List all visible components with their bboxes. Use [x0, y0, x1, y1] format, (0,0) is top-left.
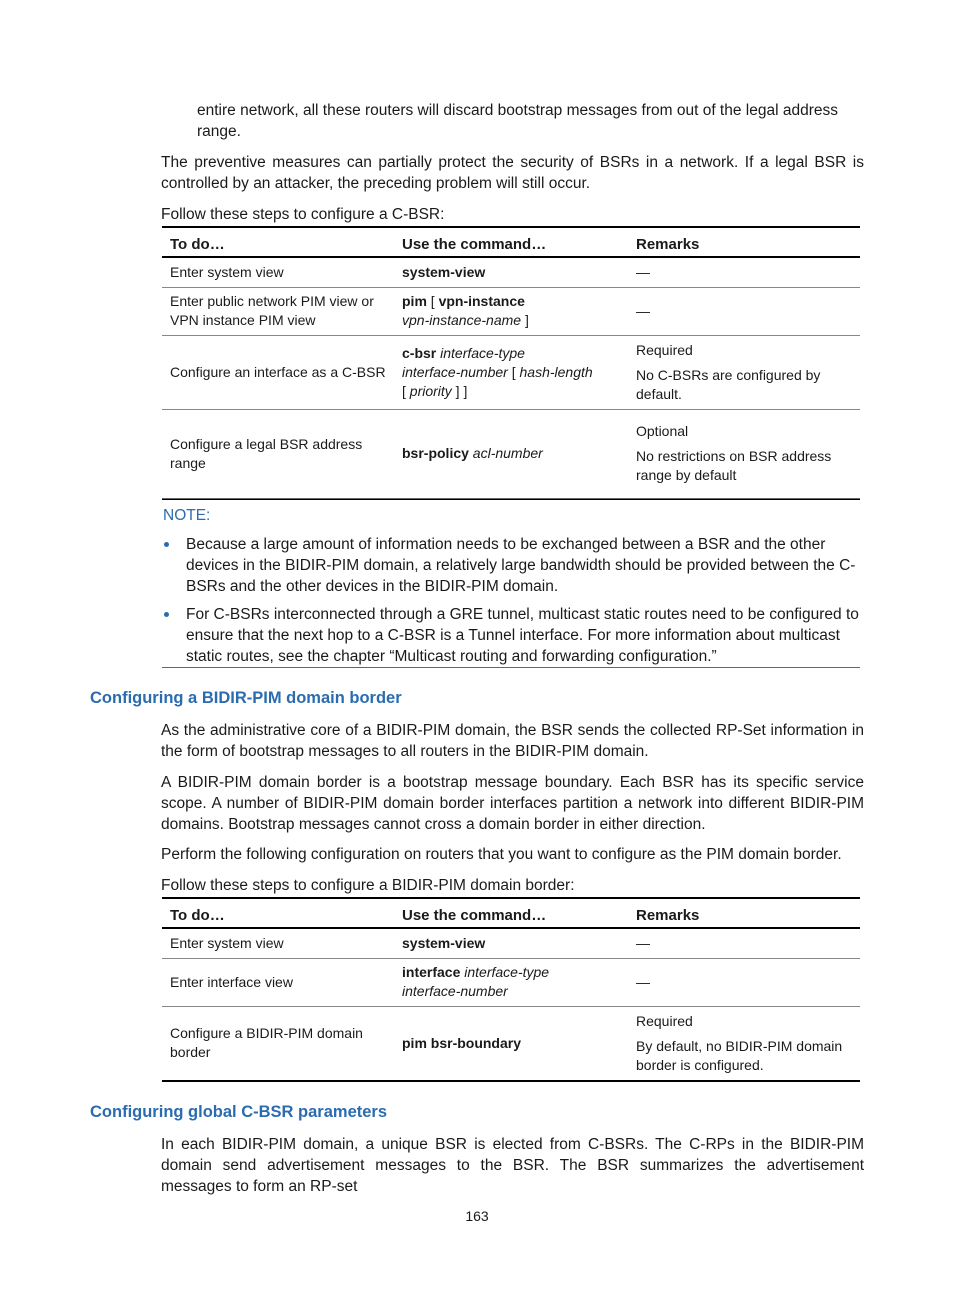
cell-command: c-bsr interface-type interface-number [ hash-length [ priority ] ]	[394, 335, 628, 409]
cell-todo: Configure a BIDIR-PIM domain border	[162, 1006, 394, 1081]
page-number: 163	[465, 1208, 489, 1224]
cell-todo: Enter interface view	[162, 958, 394, 1006]
cell-todo: Configure a legal BSR address range	[162, 409, 394, 499]
note-item-text: Because a large amount of information needs to be exchanged between a BSR and the other devices in the BIDIR-PIM domain, a relatively large bandwidth should be provided between the C-BSRs and the other devices in the BIDIR-PIM domain.	[186, 536, 856, 595]
cell-command: system-view	[394, 257, 628, 287]
c-bsr-steps-intro: Follow these steps to configure a C-BSR:	[161, 206, 445, 223]
continuation-paragraph: entire network, all these routers will discard bootstrap messages from out of the legal address range.	[197, 102, 838, 140]
table-row	[162, 928, 860, 958]
column-header-remarks: Remarks	[628, 898, 860, 928]
note-item	[162, 604, 860, 667]
note-list	[162, 534, 860, 674]
domain-border-paragraph-3: Perform the following configuration on routers that you want to configure as the PIM domain border.	[161, 846, 842, 863]
cell-remarks: —	[628, 257, 860, 287]
note-box	[162, 498, 860, 668]
c-bsr-command-table	[162, 226, 860, 500]
cell-todo: Enter public network PIM view or VPN instance PIM view	[162, 287, 394, 335]
cell-remarks: Required No C-BSRs are configured by default.	[628, 335, 860, 409]
domain-border-steps-intro: Follow these steps to configure a BIDIR-PIM domain border:	[161, 877, 575, 894]
section-heading-domain-border: Configuring a BIDIR-PIM domain border	[90, 689, 402, 707]
cell-todo: Configure an interface as a C-BSR	[162, 335, 394, 409]
cell-remarks: —	[628, 958, 860, 1006]
table-row	[162, 335, 860, 409]
note-item	[162, 534, 860, 597]
cell-todo: Enter system view	[162, 928, 394, 958]
domain-border-paragraph-1: As the administrative core of a BIDIR-PIM domain, the BSR sends the collected RP-Set information in the form of bootstrap messages to all routers in the BIDIR-PIM domain.	[161, 722, 864, 760]
domain-border-paragraph-2: A BIDIR-PIM domain border is a bootstrap message boundary. Each BSR has its specific service scope. A number of BIDIR-PIM domain border interfaces partition a network into different BIDIR-PIM domains. Bootstrap messages cannot cross a domain border in either direction.	[161, 774, 864, 833]
cell-remarks: —	[628, 928, 860, 958]
cell-remarks: Required By default, no BIDIR-PIM domain border is configured.	[628, 1006, 860, 1081]
section-heading-global-c-bsr: Configuring global C-BSR parameters	[90, 1103, 388, 1121]
cell-todo: Enter system view	[162, 257, 394, 287]
note-label: NOTE:	[163, 507, 211, 524]
note-item-text: For C-BSRs interconnected through a GRE tunnel, multicast static routes need to be configured to ensure that the next hop to a C-BSR is a Tunnel interface. For more information about multicast static routes, see the chapter “Multicast routing and forwarding configuration.”	[186, 606, 859, 665]
global-c-bsr-paragraph: In each BIDIR-PIM domain, a unique BSR is elected from C-BSRs. The C-RPs in the BIDIR-PIM domain send advertisement messages to the BSR. The BSR summarizes the advertisement messages to form an RP-set	[161, 1136, 864, 1195]
table-row	[162, 287, 860, 335]
bullet-icon	[164, 612, 169, 617]
preventive-paragraph: The preventive measures can partially protect the security of BSRs in a network. If a legal BSR is controlled by an attacker, the preceding problem will still occur.	[161, 154, 864, 192]
cell-command: system-view	[394, 928, 628, 958]
cell-command: pim [ vpn-instance vpn-instance-name ]	[394, 287, 628, 335]
table-row	[162, 409, 860, 499]
table-row	[162, 958, 860, 1006]
cell-command: pim bsr-boundary	[394, 1006, 628, 1081]
column-header-command: Use the command…	[394, 898, 628, 928]
cell-command: bsr-policy acl-number	[394, 409, 628, 499]
cell-remarks: Optional No restrictions on BSR address range by default	[628, 409, 860, 499]
cell-remarks: —	[628, 287, 860, 335]
column-header-remarks: Remarks	[628, 227, 860, 257]
column-header-command: Use the command…	[394, 227, 628, 257]
domain-border-command-table	[162, 897, 860, 1082]
table-row	[162, 257, 860, 287]
cell-command: interface interface-type interface-number	[394, 958, 628, 1006]
column-header-todo: To do…	[162, 898, 394, 928]
table-row	[162, 1006, 860, 1081]
column-header-todo: To do…	[162, 227, 394, 257]
bullet-icon	[164, 542, 169, 547]
